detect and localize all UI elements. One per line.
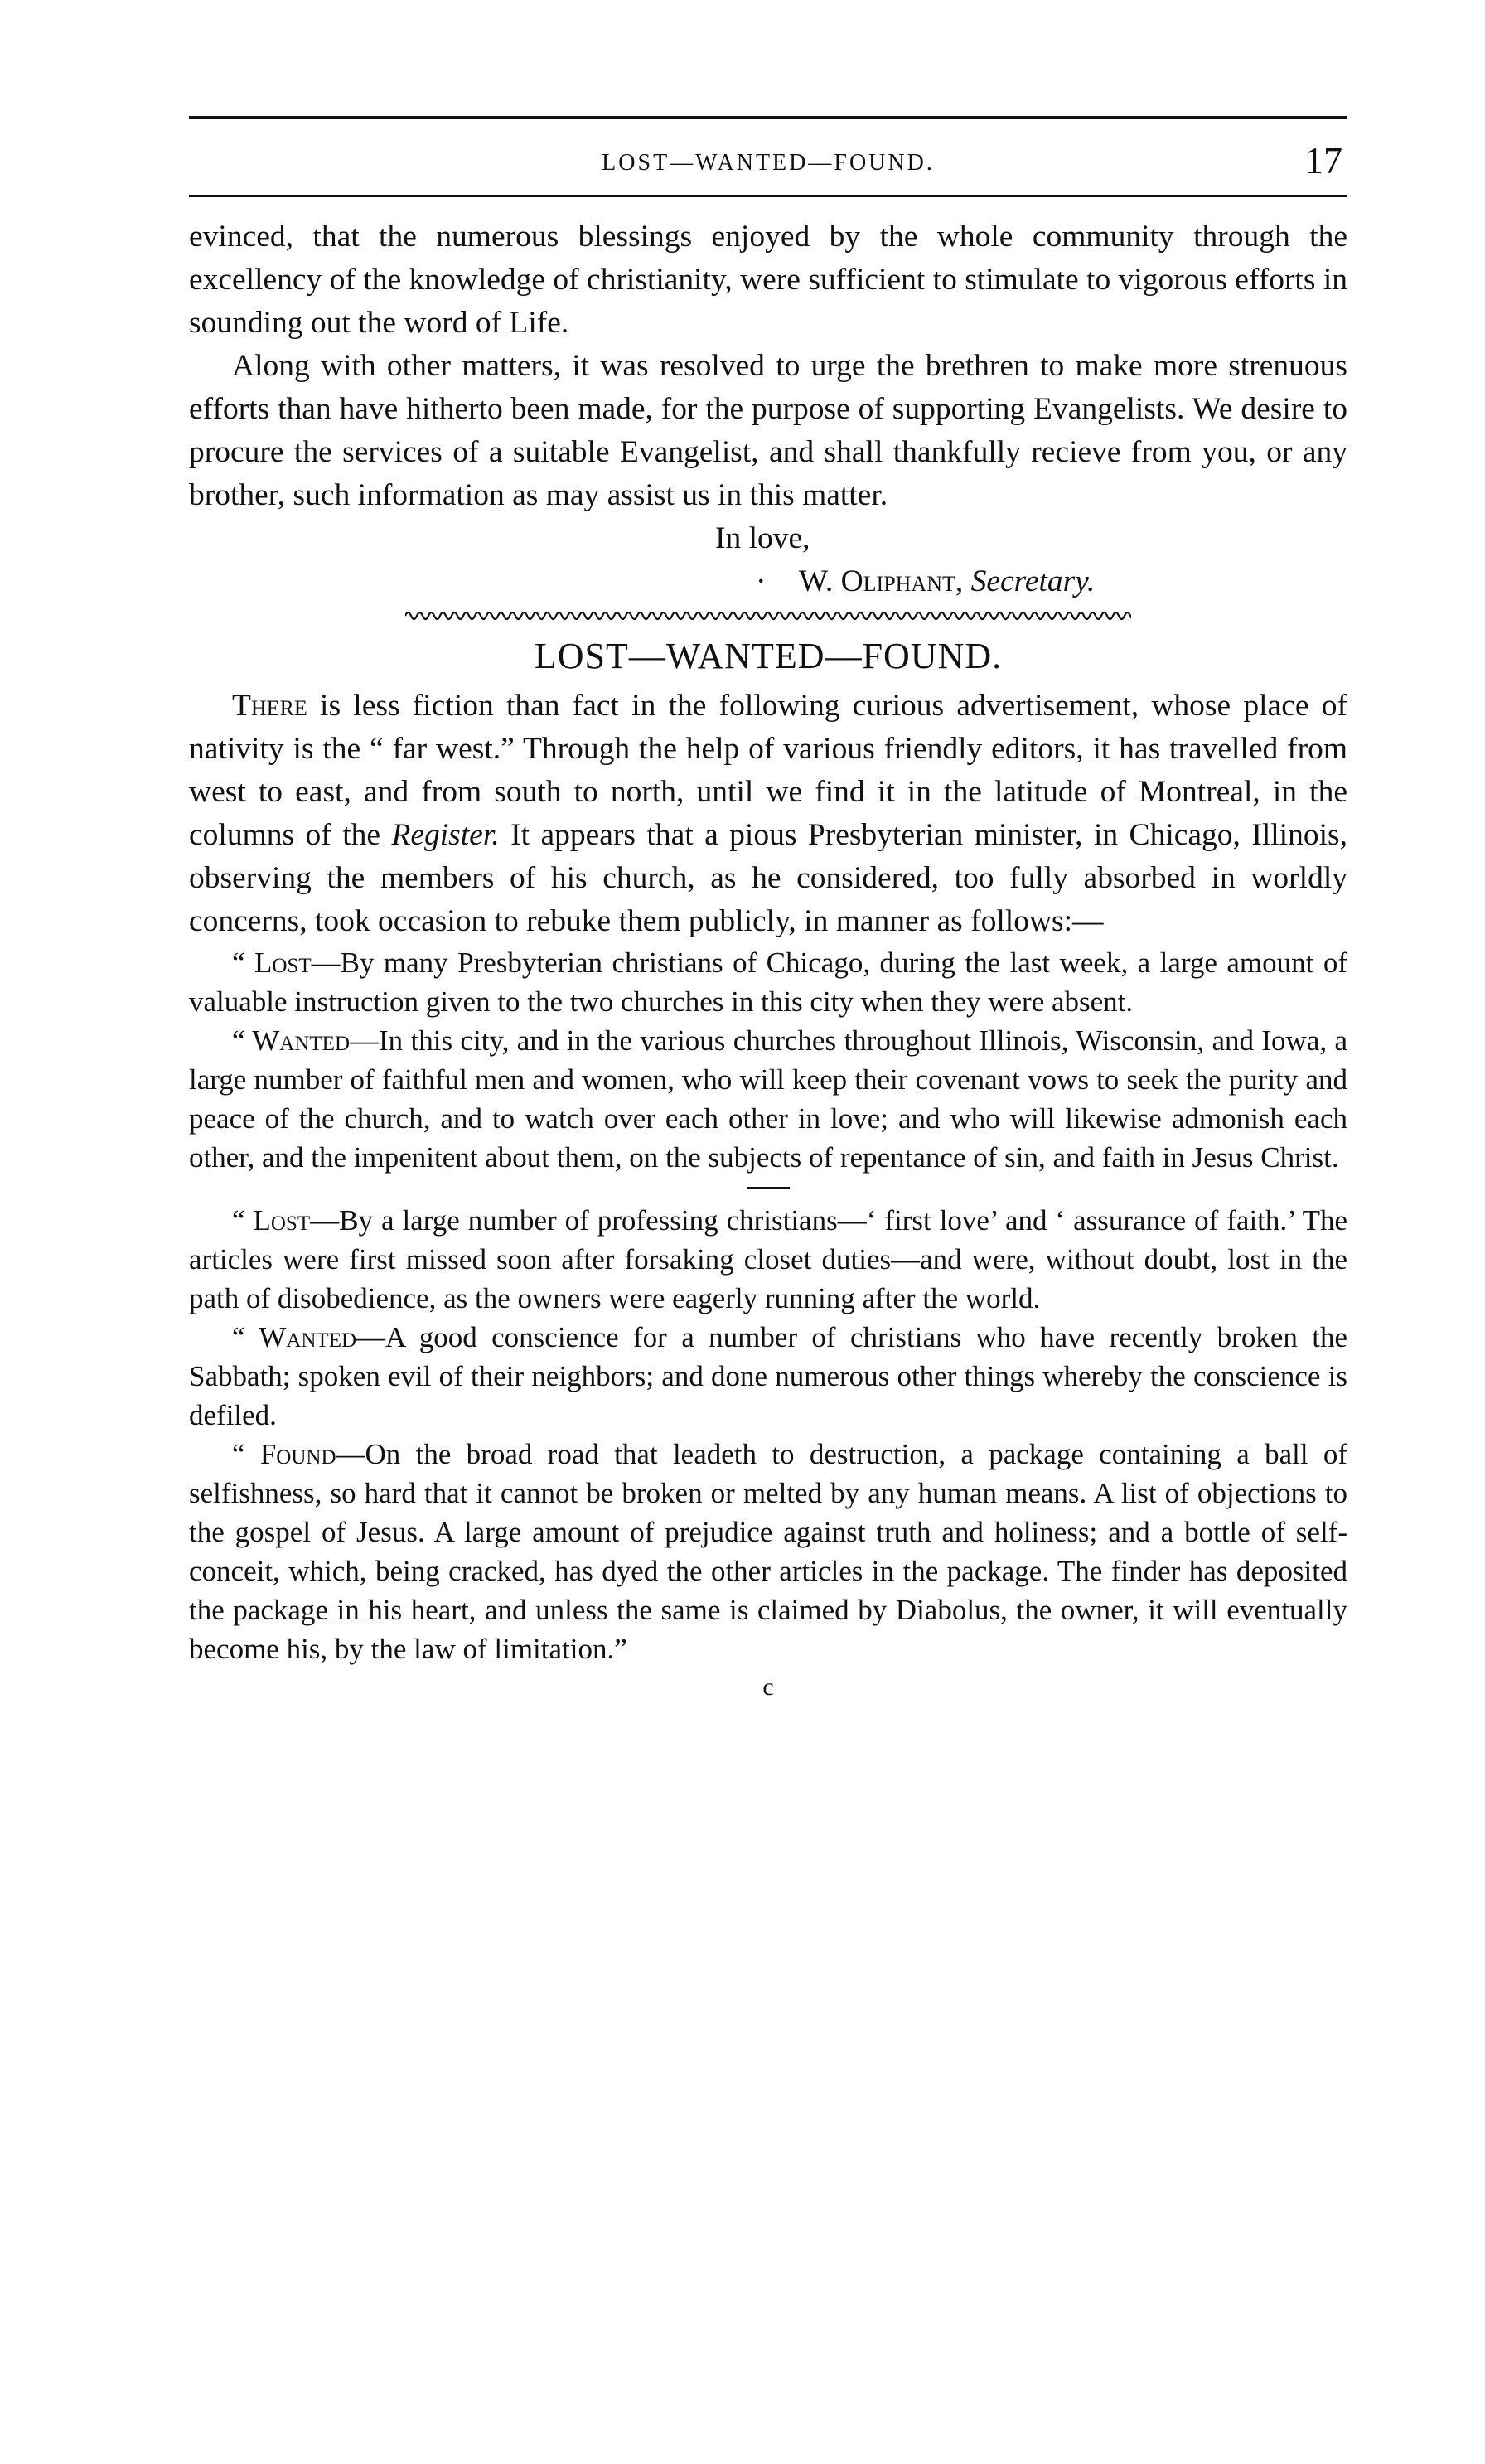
notice-text: —A good conscience for a number of christians who have recently broken the Sabbath; spoken evil of their neighbors; and done numerous other things whereby the conscience is defiled. — [189, 1321, 1347, 1431]
paragraph-intro — [189, 685, 1347, 943]
intro-lead-word: There — [232, 689, 307, 723]
notice-found-package — [189, 1435, 1347, 1668]
section-break-rule — [747, 1187, 790, 1189]
notice-text: —By many Presbyterian christians of Chicago, during the last week, a large amount of valuable instruction given to the two churches in this city when they were absent. — [189, 946, 1347, 1018]
section-title: LOST—WANTED—FOUND. — [534, 636, 1003, 676]
signoff-closing: In love, — [715, 521, 810, 555]
notice-text: —On the broad road that leadeth to destruction, a package containing a ball of selfishness, so hard that it cannot be broken or melted by any human means. A list of objections to the gospel of Jesus. A large amount of prejudice against truth and holiness; and a bottle of self-conceit, which, being cracked, has dyed the other articles in the package. The finder has deposited the package in his heart, and unless the same is claimed by Diabolus, the owner, it will eventually become his, by the law of limitation.” — [189, 1438, 1348, 1665]
header-rule-top — [189, 116, 1347, 119]
signoff-name: W. Oliphant, — [798, 564, 964, 598]
notice-label: “ Found — [232, 1438, 336, 1470]
intro-italic: Register. — [391, 818, 500, 852]
printer-signature-mark: c — [762, 1673, 774, 1701]
notice-label: “ Lost — [232, 946, 312, 979]
signoff-title: Secretary. — [970, 564, 1096, 598]
notice-label: “ Wanted — [232, 1024, 350, 1057]
signoff-dot: · — [756, 564, 767, 598]
intro-text: is less fiction than fact in the following curious advertisement, whose place of nativity is the “ far west.” Through the help of various friendly editors, it has travelled from west to east, and from south to north, until we find it in the latitude of Montreal, in the columns of the — [189, 689, 1347, 852]
page-header — [189, 139, 1347, 190]
paragraph-evangelists: Along with other matters, it was resolved to urge the brethren to make more strenuous efforts than have hitherto been made, for the purpose of supporting Evangelists. We desire to procure the services of a suitable Evangelist, and shall thankfully recieve from you, or any brother, such information as may assist us in this matter. — [189, 349, 1347, 512]
intro-text-after: It appears that a pious Presbyterian minister, in Chicago, Illinois, observing the members of his church, as he considered, too fully absorbed in worldly concerns, took occasion to rebuke them publicly, in manner as follows:— — [189, 818, 1347, 938]
notice-wanted-faithful — [189, 1021, 1347, 1177]
page — [189, 116, 1347, 1702]
wavy-divider — [405, 607, 1131, 625]
running-head: LOST—WANTED—FOUND. — [602, 150, 935, 176]
notice-lost-instruction — [189, 943, 1347, 1021]
notice-lost-first-love — [189, 1201, 1347, 1318]
paragraph-continuation: evinced, that the numerous blessings enjoyed by the whole community through the excellency of the knowledge of christianity, were sufficient to stimulate to vigorous efforts in sounding out the word of Life. — [189, 220, 1347, 340]
header-rule-bottom — [189, 195, 1347, 197]
notice-text: —In this city, and in the various churches throughout Illinois, Wisconsin, and Iowa, a large number of faithful men and women, who will keep their covenant vows to seek the purity and peace of the church, and to watch over each other in love; and who will likewise admonish each other, and the impenitent about them, on the subjects of repentance of sin, and faith in Jesus Christ. — [189, 1024, 1347, 1174]
signoff-signature — [189, 560, 1347, 603]
notice-wanted-conscience — [189, 1318, 1347, 1435]
notice-text: —By a large number of professing christians—‘ first love’ and ‘ assurance of faith.’ The articles were first missed soon after forsaking closet duties—and were, without doubt, lost in the path of disobedience, as the owners were eagerly running after the world. — [189, 1204, 1347, 1314]
page-number: 17 — [1304, 139, 1342, 182]
notice-label: “ Lost — [232, 1204, 311, 1237]
notice-label: “ Wanted — [232, 1321, 357, 1353]
